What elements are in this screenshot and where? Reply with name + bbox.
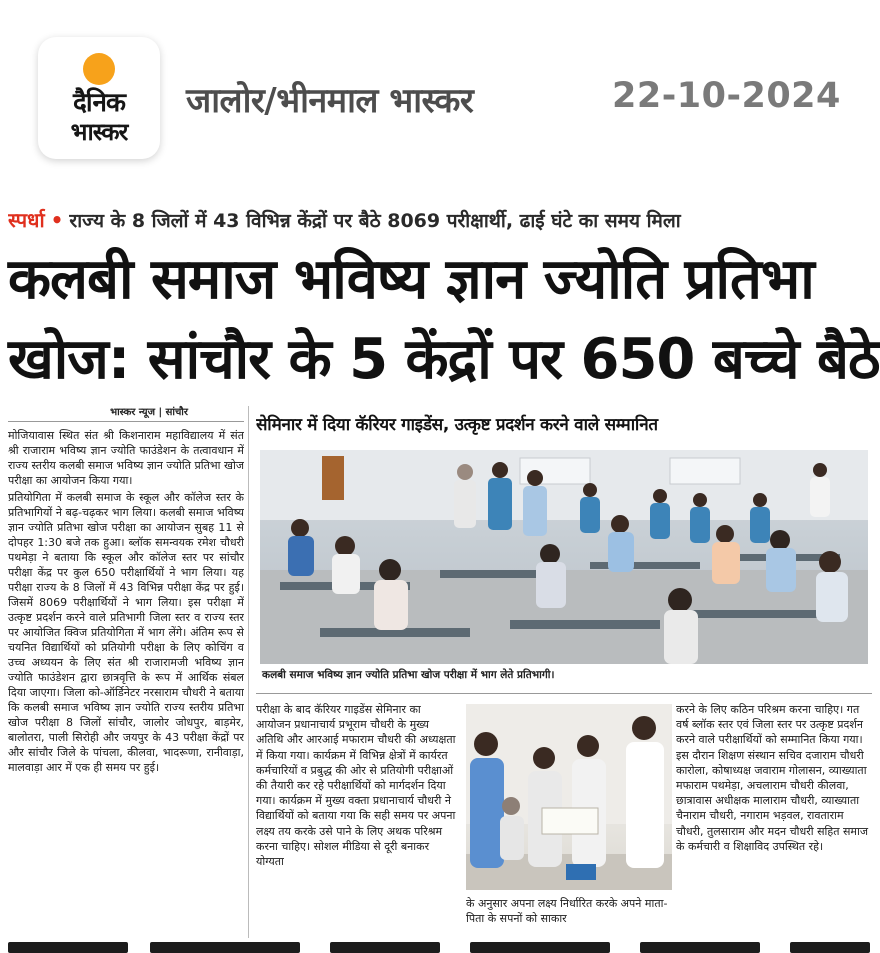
column-divider	[248, 406, 249, 953]
left-paragraph-2: प्रतियोगिता में कलबी समाज के स्कूल और कॉलेज स्तर के प्रतिभागियों ने बढ़-चढ़कर भाग लिया। कलबी समाज भविष्य ज्ञान ज्योति प्रतिभा खोज परीक्षा का आयोजन सुबह 11 से दोपहर 1:30 बजे तक हुआ। ब्लॉक समन्वयक रमेश चौधरी पथमेड़ा ने बताया कि स्कूल और कॉलेज स्तर पर सांचौर परीक्षा केंद्र पर कुल 650 परीक्षार्थियों ने भाग लिया। यह परीक्षा राज्य के 8 जिलों में 43 विभिन्न परीक्षा केंद्र पर हुई। जिसमें 8069 परीक्षार्थियों ने भाग लिया। इस परीक्षा में उत्कृष्ट प्रदर्शन करने वाले प्रतिभागी जिला स्तर व राज्य स्तर पर आयोजित क्विज प्रतियोगिता में भाग लेंगे। अंतिम रूप से चयनित विद्यार्थियों को प्रतियोगी परीक्षा के लिए कोचिंग व उच्च अध्ययन के लिए संत श्री राजारामजी भविष्य ज्ञान ज्योति फाउंडेशन द्वारा छात्रवृत्ति के रूप में आर्थिक संबल दिया जाएगा। जिला को-ऑर्डिनेटर नरसाराम चौधरी ने बताया कि कलबी समाज भविष्य ज्ञान ज्योति राज्य स्तरीय प्रतिभा खोज परीक्षा 8 जिलों सांचौर, जालोर जोधपुर, बाड़मेर, बालोतरा, पाली सिरोही और जयपुर के 43 परीक्षा केंद्रों पर और सांचौर जिले के पांचला, कीलवा, भादरूणा, रानीवाड़ा, मालवाड़ा आर में एक ही समय पर हुई।	[8, 491, 244, 774]
left-body	[8, 428, 244, 775]
left-paragraph-1: मोजियावास स्थित संत श्री किशनाराम महाविद्यालय में संत श्री राजाराम भविष्य ज्ञान ज्योति फाउंडेशन के तत्वावधान में राज्य स्तरीय कलबी समाज भविष्य ज्ञान ज्योति प्रतिभा खोज परीक्षा का आयोजन किया गया।	[8, 429, 244, 487]
photo-below-text	[466, 896, 672, 936]
exam-hall-photo	[260, 450, 868, 664]
right-body: करने के लिए कठिन परिश्रम करना चाहिए। गत वर्ष ब्लॉक स्तर एवं जिला स्तर पर उत्कृष्ट प्रदर्शन करने वाले परीक्षार्थियों को सम्मानित किया गया। इस दौरान शिक्षण संस्थान सचिव दजाराम चौधरी कारोला, कोषाध्यक्ष जवाराम गोलासन, व्याख्याता मफाराम पथमेड़ा, अचलाराम चौधरी कीलवा, छात्रावास अधीक्षक मालाराम चौधरी, व्याख्याता चैनाराम चौधरी, नगाराम भड़वल, रावताराम चौधरी, तुलसाराम और मदन चौधरी सहित समाज के कर्मचारी व शिक्षाविद उपस्थित रहे।	[676, 703, 869, 853]
logo-text-line1: दैनिक	[73, 88, 125, 118]
next-headline-cutoff	[0, 938, 880, 953]
headline-line1: कलबी समाज भविष्य ज्ञान ज्योति प्रतिभा	[8, 247, 814, 312]
subheading: सेमिनार में दिया कॅरियर गाइडेंस, उत्कृष्ट प्रदर्शन करने वाले सम्मानित	[256, 415, 658, 435]
publication-date: 22-10-2024	[612, 76, 841, 116]
headline-line2: खोज: सांचौर के 5 केंद्रों पर 650 बच्चे बैठे	[8, 327, 880, 392]
felicitation-illustration	[466, 704, 672, 890]
photo-below-body: के अनुसार अपना लक्ष्य निर्धारित करके अपने माता-पिता के सपनों को साकार	[466, 897, 668, 926]
left-column	[8, 404, 244, 953]
caption-rule	[256, 693, 872, 694]
edition-title: जालोर/भीनमाल भास्कर	[186, 81, 474, 121]
photo-caption: कलबी समाज भविष्य ज्ञान ज्योति प्रतिभा खोज परीक्षा में भाग लेते प्रतिभागी।	[262, 669, 555, 681]
kicker-line	[8, 206, 874, 240]
dainik-bhaskar-logo	[38, 37, 160, 159]
sun-icon	[83, 53, 115, 85]
kicker-text: राज्य के 8 जिलों में 43 विभिन्न केंद्रों पर बैठे 8069 परीक्षार्थी, ढाई घंटे का समय मिला	[69, 210, 681, 232]
exam-hall-illustration	[260, 450, 868, 664]
logo-text-line2: भास्कर	[70, 118, 128, 146]
felicitation-photo	[466, 704, 672, 890]
kicker-label: स्पर्धा	[8, 208, 45, 232]
middle-column	[256, 702, 456, 932]
middle-body: परीक्षा के बाद कॅरियर गाइडेंस सेमिनार का आयोजन प्रधानाचार्य प्रभूराम चौधरी के मुख्य अतिथि और आरआई मफाराम चौधरी की अध्यक्षता में किया गया। कार्यक्रम में विभिन्न क्षेत्रों में कार्यरत कर्मचारियों व प्रबुद्ध की ओर से प्रतियोगी परीक्षाओं की तैयारी कर रहे परीक्षार्थियों को मार्गदर्शन दिया गया। कार्यक्रम में मुख्य वक्ता प्रधानाचार्य चौधरी ने विद्यार्थियों को बताया गया कि सही समय पर अपना लक्ष्य तय करके उसे पाने के लिए अथक परिश्रम करना चाहिए। सोशल मीडिया से दूरी बनाकर योग्यता	[256, 703, 456, 869]
right-column	[676, 702, 872, 934]
byline: भास्कर न्यूज | सांचौर	[8, 404, 244, 422]
kicker-bullet-icon: •	[50, 208, 64, 232]
masthead	[0, 0, 880, 176]
